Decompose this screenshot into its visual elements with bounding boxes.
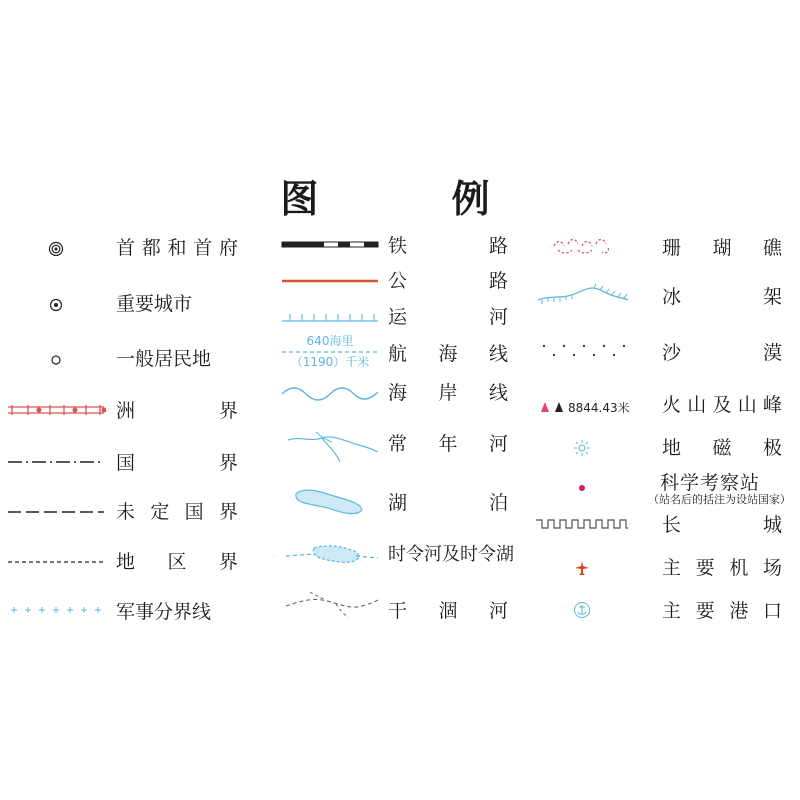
peak-elevation: 8844.43米 <box>568 400 630 415</box>
label-military-line: 军事分界线 <box>116 601 212 623</box>
shipping-distance-km: （1190）千米 <box>290 355 370 369</box>
label-volcano-peak: 火 山 及 山 峰 <box>662 394 782 416</box>
legend-title: 图 例 <box>280 177 550 221</box>
volcano-icon <box>540 401 550 413</box>
coral-reef-icon <box>548 234 618 256</box>
label-great-wall: 长 城 <box>662 514 782 536</box>
label-research-station: 科学考察站 <box>660 472 761 494</box>
label-continent-boundary: 洲 界 <box>116 400 238 422</box>
river-icon <box>280 428 380 468</box>
label-railway: 铁 路 <box>388 235 508 257</box>
research-station-icon <box>576 482 588 494</box>
capital-icon <box>44 237 68 261</box>
label-seasonal-river-lake: 时令河及时令湖 <box>388 544 514 565</box>
town-icon <box>44 348 68 372</box>
label-town: 一般居民地 <box>116 348 212 370</box>
highway-icon <box>280 274 380 288</box>
label-dry-river: 干 涸 河 <box>388 600 508 622</box>
label-desert: 沙 漠 <box>662 342 782 364</box>
label-port: 主 要 港 口 <box>662 600 782 622</box>
label-capital: 首 都 和 首 府 <box>116 237 238 259</box>
label-lake: 湖 泊 <box>388 492 508 514</box>
seasonal-river-lake-icon <box>284 540 380 570</box>
regional-boundary-icon <box>6 554 106 570</box>
peak-icon <box>554 401 564 413</box>
airport-icon <box>574 560 590 576</box>
undefined-boundary-icon <box>6 504 106 520</box>
shipping-route-icon <box>280 334 380 374</box>
magnetic-pole-icon <box>574 440 590 456</box>
label-major-city: 重要城市 <box>116 293 193 315</box>
railway-icon <box>280 238 380 252</box>
national-boundary-icon <box>6 454 106 470</box>
label-canal: 运 河 <box>388 306 508 328</box>
label-national-boundary: 国 界 <box>116 452 238 474</box>
canal-icon <box>280 308 380 326</box>
desert-icon <box>536 340 632 360</box>
label-shipping-route: 航 海 线 <box>388 343 508 365</box>
dry-river-icon <box>280 586 380 622</box>
continent-boundary-icon <box>6 400 106 422</box>
label-river: 常 年 河 <box>388 433 508 455</box>
lake-icon <box>288 484 368 518</box>
great-wall-icon <box>534 516 630 532</box>
coastline-icon <box>280 382 380 404</box>
label-magnetic-pole: 地 磁 极 <box>662 437 782 459</box>
research-station-note: （站名后的括注为设站国家） <box>648 493 791 506</box>
port-icon <box>573 601 591 619</box>
ice-shelf-icon <box>534 282 630 308</box>
label-ice-shelf: 冰 架 <box>662 286 782 308</box>
major-city-icon <box>44 293 68 317</box>
label-highway: 公 路 <box>388 270 508 292</box>
volcano-peak-icon <box>540 397 640 417</box>
label-regional-boundary: 地 区 界 <box>116 551 238 573</box>
label-coastline: 海 岸 线 <box>388 382 508 404</box>
label-airport: 主 要 机 场 <box>662 557 782 579</box>
label-undefined-boundary: 未 定 国 界 <box>116 501 238 523</box>
military-line-icon <box>6 602 106 618</box>
label-coral-reef: 珊 瑚 礁 <box>662 237 782 259</box>
shipping-distance-nautical: 640海里 <box>306 334 354 348</box>
